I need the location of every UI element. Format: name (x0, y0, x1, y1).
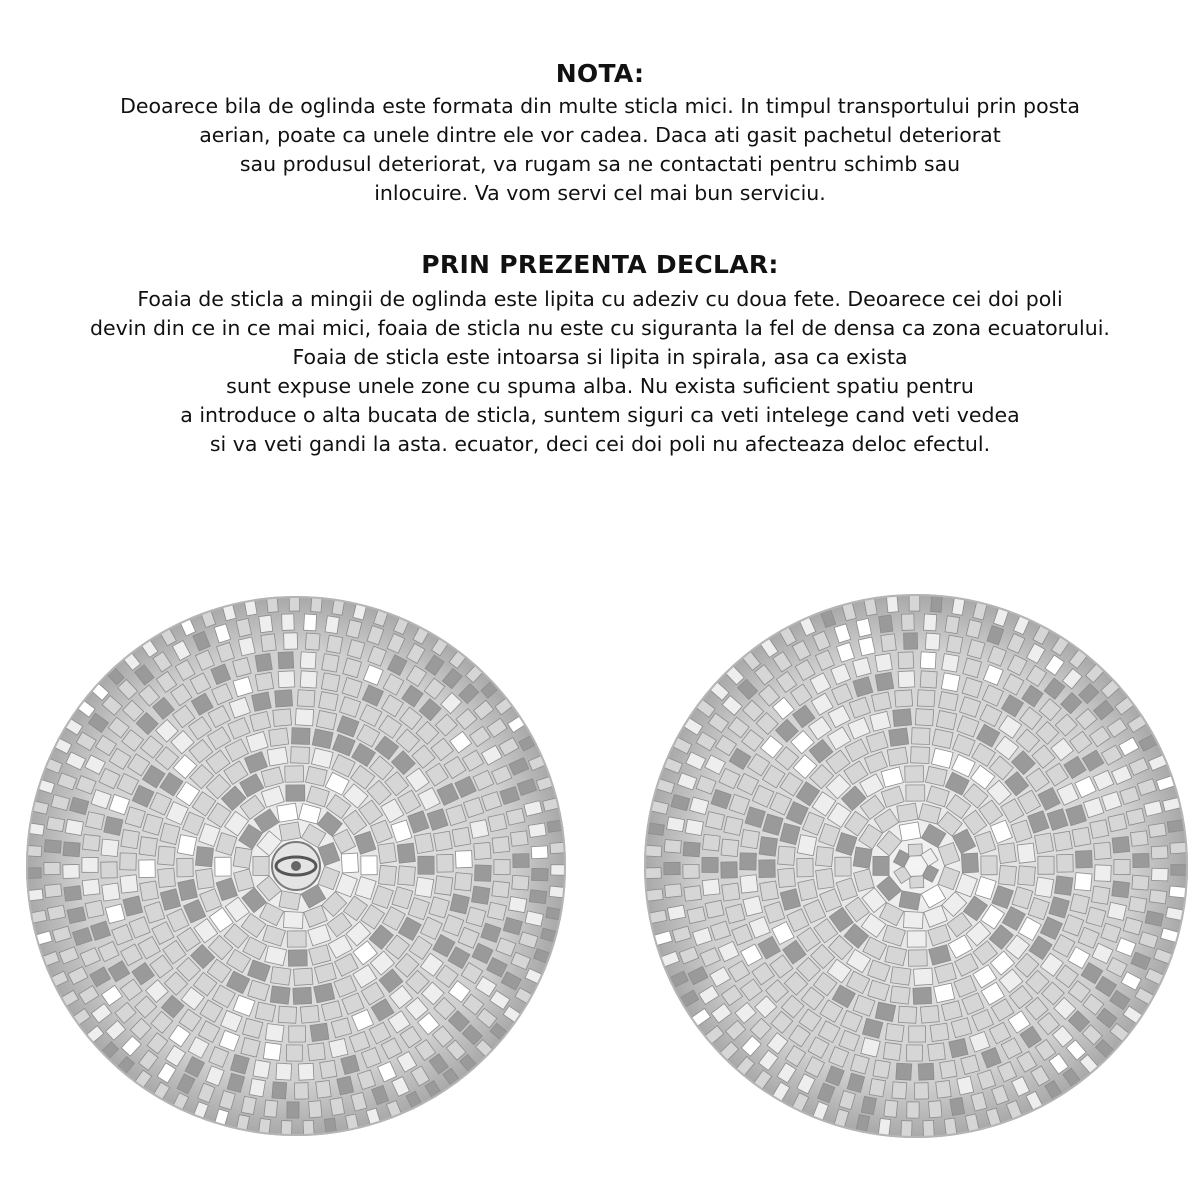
declar-line: sunt expuse unele zone cu spuma alba. Nu exista suficient spatiu pentru (226, 374, 974, 398)
declar-line: si va veti gandi la asta. ecuator, deci cei doi poli nu afecteaza deloc efectul. (209, 432, 991, 456)
declar-line: devin din ce in ce mai mici, foaia de sticla nu este cu siguranta la fel de densa ca zona ecuatorului. (90, 316, 1110, 340)
mirror-ball-right-graphic (628, 576, 1200, 1156)
declar-line: Foaia de sticla este intoarsa si lipita in spirala, asa ca exista (292, 345, 908, 369)
declar-heading: PRIN PREZENTA DECLAR: (421, 250, 779, 279)
nota-heading: NOTA: (555, 59, 645, 88)
nota-paragraph (0, 92, 1200, 208)
declar-paragraph (0, 285, 1200, 459)
declar-line: a introduce o alta bucata de sticla, suntem siguri ca veti intelege cand veti vedea (180, 403, 1020, 427)
nota-line: Deoarece bila de oglinda este formata din multe sticla mici. In timpul transportului prin posta (120, 94, 1080, 118)
nota-line: aerian, poate ca unele dintre ele vor cadea. Daca ati gasit pachetul deteriorat (199, 123, 1001, 147)
mirror-ball-left-graphic (18, 576, 574, 1156)
nota-line: sau produsul deteriorat, va rugam sa ne contactati pentru schimb sau (239, 152, 961, 176)
mirror-ball-image-left (18, 576, 574, 1156)
declar-line: Foaia de sticla a mingii de oglinda este lipita cu adeziv cu doua fete. Deoarece cei doi poli (137, 287, 1063, 311)
nota-line: inlocuire. Va vom servi cel mai bun serviciu. (374, 181, 826, 205)
mirror-ball-image-right (628, 576, 1200, 1156)
hanging-ring-icon (272, 842, 320, 890)
